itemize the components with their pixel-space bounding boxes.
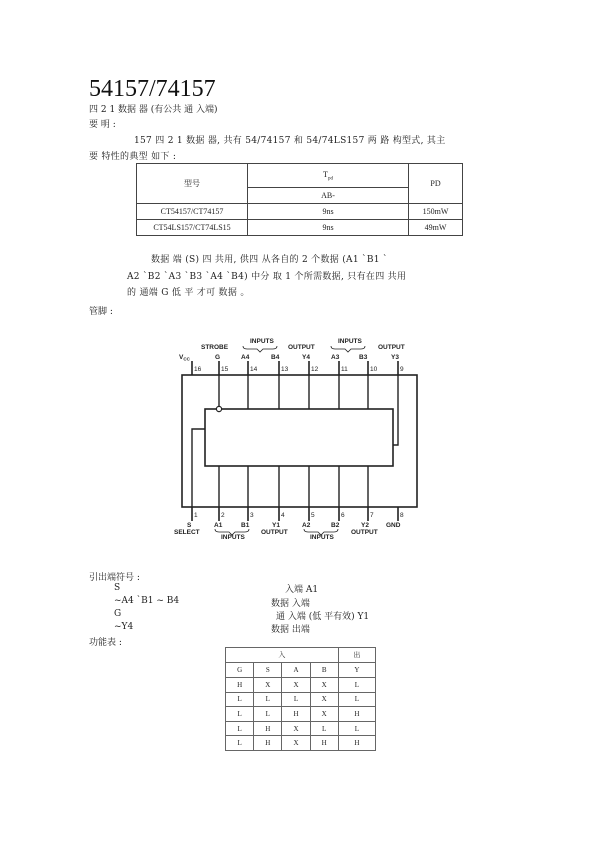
- output-label: OUTPUT: [261, 529, 288, 536]
- y1-label: Y1: [272, 522, 280, 529]
- s-label: S: [187, 522, 192, 529]
- symbol-name: ~A4 `B1 ~ B4: [114, 596, 180, 606]
- pinout-label: 管脚 :: [89, 307, 113, 317]
- function-header: G: [226, 663, 254, 678]
- symbol-name: S: [114, 583, 121, 593]
- b4-label: B4: [271, 354, 280, 361]
- table-row: [226, 678, 376, 693]
- pin-number: 10: [370, 366, 378, 373]
- pin-number: 16: [194, 366, 202, 373]
- intro-line-2: 要 特性的典型 如下 :: [89, 152, 177, 162]
- function-header: Y: [338, 663, 375, 678]
- gnd-label: GND: [386, 522, 401, 529]
- pin-number: 11: [341, 366, 348, 373]
- table-row: [226, 721, 376, 736]
- function-cell: X: [282, 736, 310, 751]
- function-cell: L: [310, 721, 338, 736]
- y4-label: Y4: [302, 354, 310, 361]
- spec-subheader-tpd: AB-: [248, 188, 409, 204]
- table-row: [226, 736, 376, 751]
- b2-label: B2: [331, 522, 340, 529]
- pinout-svg: [165, 333, 435, 540]
- pin-number: 2: [221, 512, 225, 519]
- function-cell: H: [338, 736, 375, 751]
- output-label: OUTPUT: [351, 529, 378, 536]
- function-cell: H: [310, 736, 338, 751]
- a3-label: A3: [331, 354, 340, 361]
- function-table-label: 功能表 :: [89, 638, 122, 648]
- spec-header-model: 型号: [137, 164, 248, 204]
- package-outline: [182, 375, 417, 507]
- a2-label: A2: [302, 522, 311, 529]
- b3-label: B3: [359, 354, 368, 361]
- spec-cell-model: CT54157/CT74157: [137, 204, 248, 220]
- function-cell: X: [310, 678, 338, 693]
- inputs-label: INPUTS: [338, 338, 362, 345]
- symbol-name: ~Y4: [114, 622, 134, 632]
- symbol-desc: 通 入端 (低 平有效) Y1: [276, 612, 370, 622]
- output-label: OUTPUT: [288, 344, 315, 351]
- desc-line-1: 数据 端 (S) 四 共用, 供四 从各自的 2 个数据 (A1 `B1 `: [151, 255, 388, 265]
- function-cell: H: [338, 707, 375, 722]
- strobe-inversion-bubble: [216, 406, 221, 411]
- symbols-label: 引出端符号 :: [89, 573, 140, 583]
- function-cell: H: [282, 707, 310, 722]
- function-cell: X: [310, 707, 338, 722]
- subtitle: 四 2 1 数据 器 (有公共 通 入端): [89, 105, 218, 115]
- pin-number: 15: [221, 366, 229, 373]
- pin-number: 9: [400, 366, 404, 373]
- symbol-name: G: [114, 609, 122, 619]
- function-table: [225, 647, 376, 751]
- top-labels: [179, 338, 405, 362]
- b1-label: B1: [241, 522, 250, 529]
- a4-label: A4: [241, 354, 250, 361]
- spec-header-tpd: $T_{pd}$: [248, 164, 409, 188]
- function-group-output: 出: [338, 648, 375, 663]
- inputs-label: INPUTS: [221, 534, 245, 540]
- pin-number: 4: [281, 512, 285, 519]
- pin-number: 12: [311, 366, 319, 373]
- spec-table: [136, 163, 463, 236]
- function-cell: L: [226, 692, 254, 707]
- function-cell: L: [254, 707, 282, 722]
- function-header: S: [254, 663, 282, 678]
- strobe-symbol-label: G: [215, 354, 221, 361]
- function-group-input: 入: [226, 648, 339, 663]
- spec-cell-tpd: 9ns: [248, 220, 409, 236]
- function-cell: H: [254, 721, 282, 736]
- y2-label: Y2: [361, 522, 369, 529]
- pin-number: 8: [400, 512, 404, 519]
- spec-cell-pd: 49mW: [409, 220, 463, 236]
- select-label: SELECT: [174, 529, 200, 536]
- pin-number: 14: [250, 366, 258, 373]
- function-cell: H: [254, 736, 282, 751]
- symbol-desc: 数据 入端: [271, 599, 310, 609]
- strobe-label: STROBE: [201, 344, 229, 351]
- spec-cell-pd: 150mW: [409, 204, 463, 220]
- inputs-label: INPUTS: [250, 338, 274, 345]
- function-cell: L: [226, 736, 254, 751]
- internal-wiring-bottom: [192, 429, 368, 507]
- pin-number: 7: [370, 512, 374, 519]
- pin-number: 13: [281, 366, 289, 373]
- table-row: [137, 204, 463, 220]
- function-cell: X: [310, 692, 338, 707]
- output-label: OUTPUT: [378, 344, 405, 351]
- pinout-diagram: [165, 333, 435, 540]
- function-cell: X: [282, 678, 310, 693]
- section-label: 要 明 :: [89, 120, 116, 130]
- function-cell: L: [338, 678, 375, 693]
- pin-number: 3: [250, 512, 254, 519]
- function-cell: L: [226, 721, 254, 736]
- bottom-labels: [174, 522, 401, 540]
- pin-number: 6: [341, 512, 345, 519]
- a1-label: A1: [214, 522, 223, 529]
- top-pin-numbers: [194, 366, 404, 373]
- function-cell: L: [338, 721, 375, 736]
- vcc-label: $V_{CC}$: [179, 354, 190, 362]
- inputs-brace: [243, 346, 277, 352]
- function-cell: L: [282, 692, 310, 707]
- function-cell: L: [226, 707, 254, 722]
- intro-line-1: 157 四 2 1 数据 器, 共有 54/74157 和 54/74LS157 两 路 构型式, 其主: [134, 136, 446, 146]
- function-header: A: [282, 663, 310, 678]
- table-row: [226, 692, 376, 707]
- spec-cell-model: CT54LS157/CT74LS15: [137, 220, 248, 236]
- function-cell: H: [226, 678, 254, 693]
- table-row: [137, 220, 463, 236]
- y3-label: Y3: [391, 354, 399, 361]
- pin-number: 1: [194, 512, 198, 519]
- table-row: [226, 707, 376, 722]
- internal-wiring-top: [219, 375, 398, 445]
- inputs-label: INPUTS: [310, 534, 334, 540]
- inputs-brace: [331, 346, 365, 352]
- page-title: 54157/74157: [89, 76, 216, 102]
- function-cell: X: [282, 721, 310, 736]
- function-header: B: [310, 663, 338, 678]
- logic-block: [205, 409, 393, 466]
- spec-cell-tpd: 9ns: [248, 204, 409, 220]
- bottom-pin-numbers: [194, 512, 404, 519]
- spec-header-pd: PD: [409, 164, 463, 204]
- function-cell: L: [254, 692, 282, 707]
- symbol-desc: 数据 出端: [271, 625, 310, 635]
- function-cell: L: [338, 692, 375, 707]
- function-cell: X: [254, 678, 282, 693]
- desc-line-3: 的 通端 G 低 平 才可 数据 。: [127, 288, 250, 298]
- symbol-desc: 入端 A1: [285, 585, 319, 595]
- desc-line-2: A2 `B2 `A3 `B3 `A4 `B4) 中分 取 1 个所需数据, 只有在四 共用: [127, 272, 407, 282]
- pin-number: 5: [311, 512, 315, 519]
